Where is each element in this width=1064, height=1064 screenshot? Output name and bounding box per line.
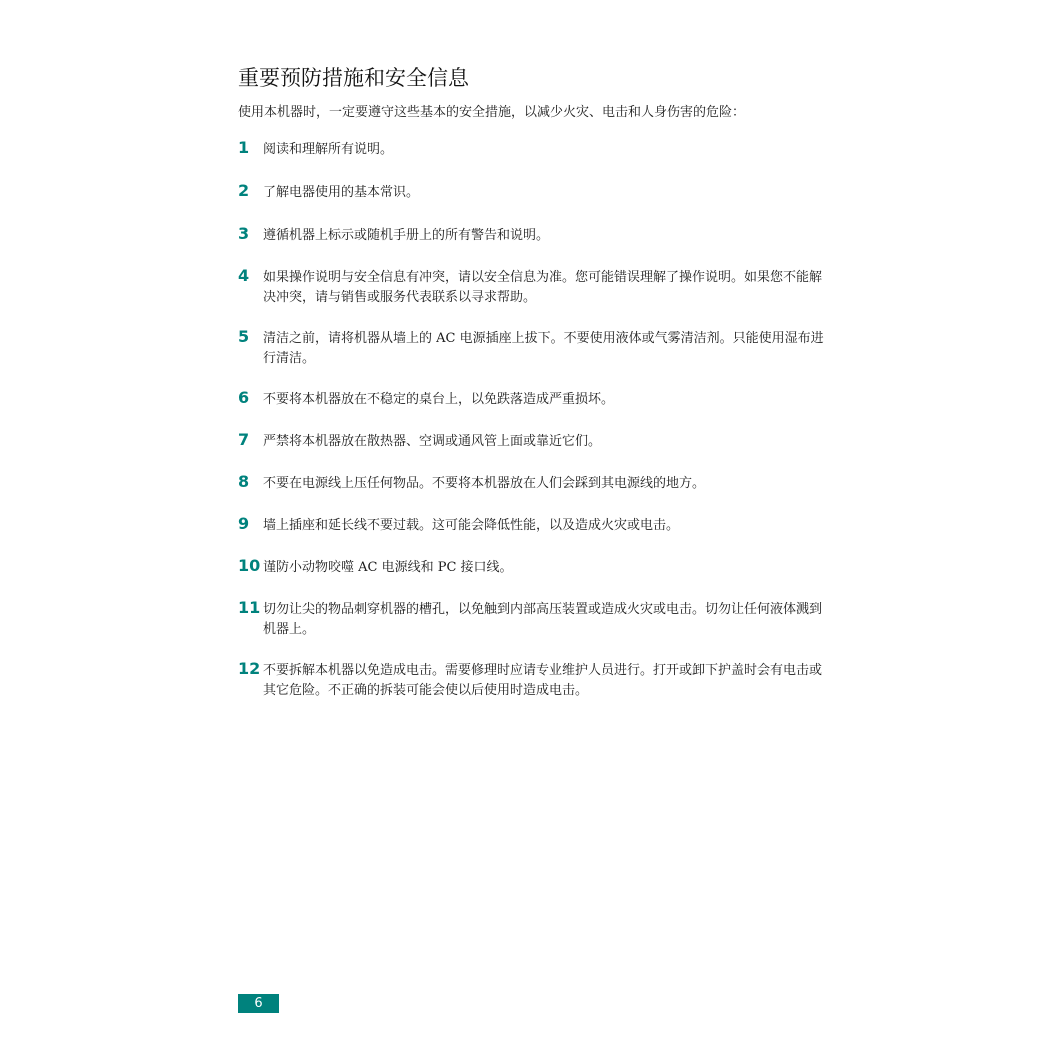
item-text: 不要拆解本机器以免造成电击。需要修理时应请专业维护人员进行。打开或卸下护盖时会有电击或其它危险。不正确的拆装可能会使以后使用时造成电击。 <box>263 663 823 698</box>
intro-paragraph: 使用本机器时，一定要遵守这些基本的安全措施，以减少火灾、电击和人身伤害的危险： <box>238 105 746 120</box>
item-number: 6 <box>238 388 250 407</box>
list-item <box>238 140 828 160</box>
list-item <box>238 268 828 308</box>
page-title: 重要预防措施和安全信息 <box>238 66 469 90</box>
item-text: 遵循机器上标示或随机手册上的所有警告和说明。 <box>263 228 550 243</box>
item-text: 了解电器使用的基本常识。 <box>263 185 420 200</box>
item-number: 10 <box>238 556 261 575</box>
page-number-badge: 6 <box>238 994 279 1013</box>
list-item <box>238 183 828 203</box>
list-item <box>238 661 828 701</box>
list-item <box>238 329 828 369</box>
item-number: 2 <box>238 181 250 200</box>
item-number: 3 <box>238 224 250 243</box>
item-text: 清洁之前，请将机器从墙上的 AC 电源插座上拔下。不要使用液体或气雾清洁剂。只能使用湿布进行清洁。 <box>263 331 824 366</box>
item-text: 墙上插座和延长线不要过载。这可能会降低性能，以及造成火灾或电击。 <box>263 518 680 533</box>
safety-list <box>238 140 828 701</box>
list-item <box>238 600 828 640</box>
item-text: 谨防小动物咬噬 AC 电源线和 PC 接口线。 <box>263 560 513 575</box>
list-item <box>238 390 828 410</box>
item-number: 8 <box>238 472 250 491</box>
item-text: 切勿让尖的物品刺穿机器的槽孔，以免触到内部高压装置或造成火灾或电击。切勿让任何液体溅到机器上。 <box>263 602 823 637</box>
item-number: 12 <box>238 659 261 678</box>
item-text: 如果操作说明与安全信息有冲突，请以安全信息为准。您可能错误理解了操作说明。如果您不能解决冲突，请与销售或服务代表联系以寻求帮助。 <box>263 270 823 305</box>
item-text: 严禁将本机器放在散热器、空调或通风管上面或靠近它们。 <box>263 434 602 449</box>
item-text: 不要在电源线上压任何物品。不要将本机器放在人们会踩到其电源线的地方。 <box>263 476 706 491</box>
list-item <box>238 474 828 494</box>
item-number: 11 <box>238 598 261 617</box>
item-text: 不要将本机器放在不稳定的桌台上，以免跌落造成严重损坏。 <box>263 392 615 407</box>
item-number: 4 <box>238 266 250 285</box>
item-number: 5 <box>238 327 250 346</box>
list-item <box>238 432 828 452</box>
list-item <box>238 226 828 246</box>
list-item <box>238 516 828 536</box>
item-number: 1 <box>238 138 250 157</box>
list-item <box>238 558 828 578</box>
item-number: 9 <box>238 514 250 533</box>
item-text: 阅读和理解所有说明。 <box>263 142 394 157</box>
item-number: 7 <box>238 430 250 449</box>
